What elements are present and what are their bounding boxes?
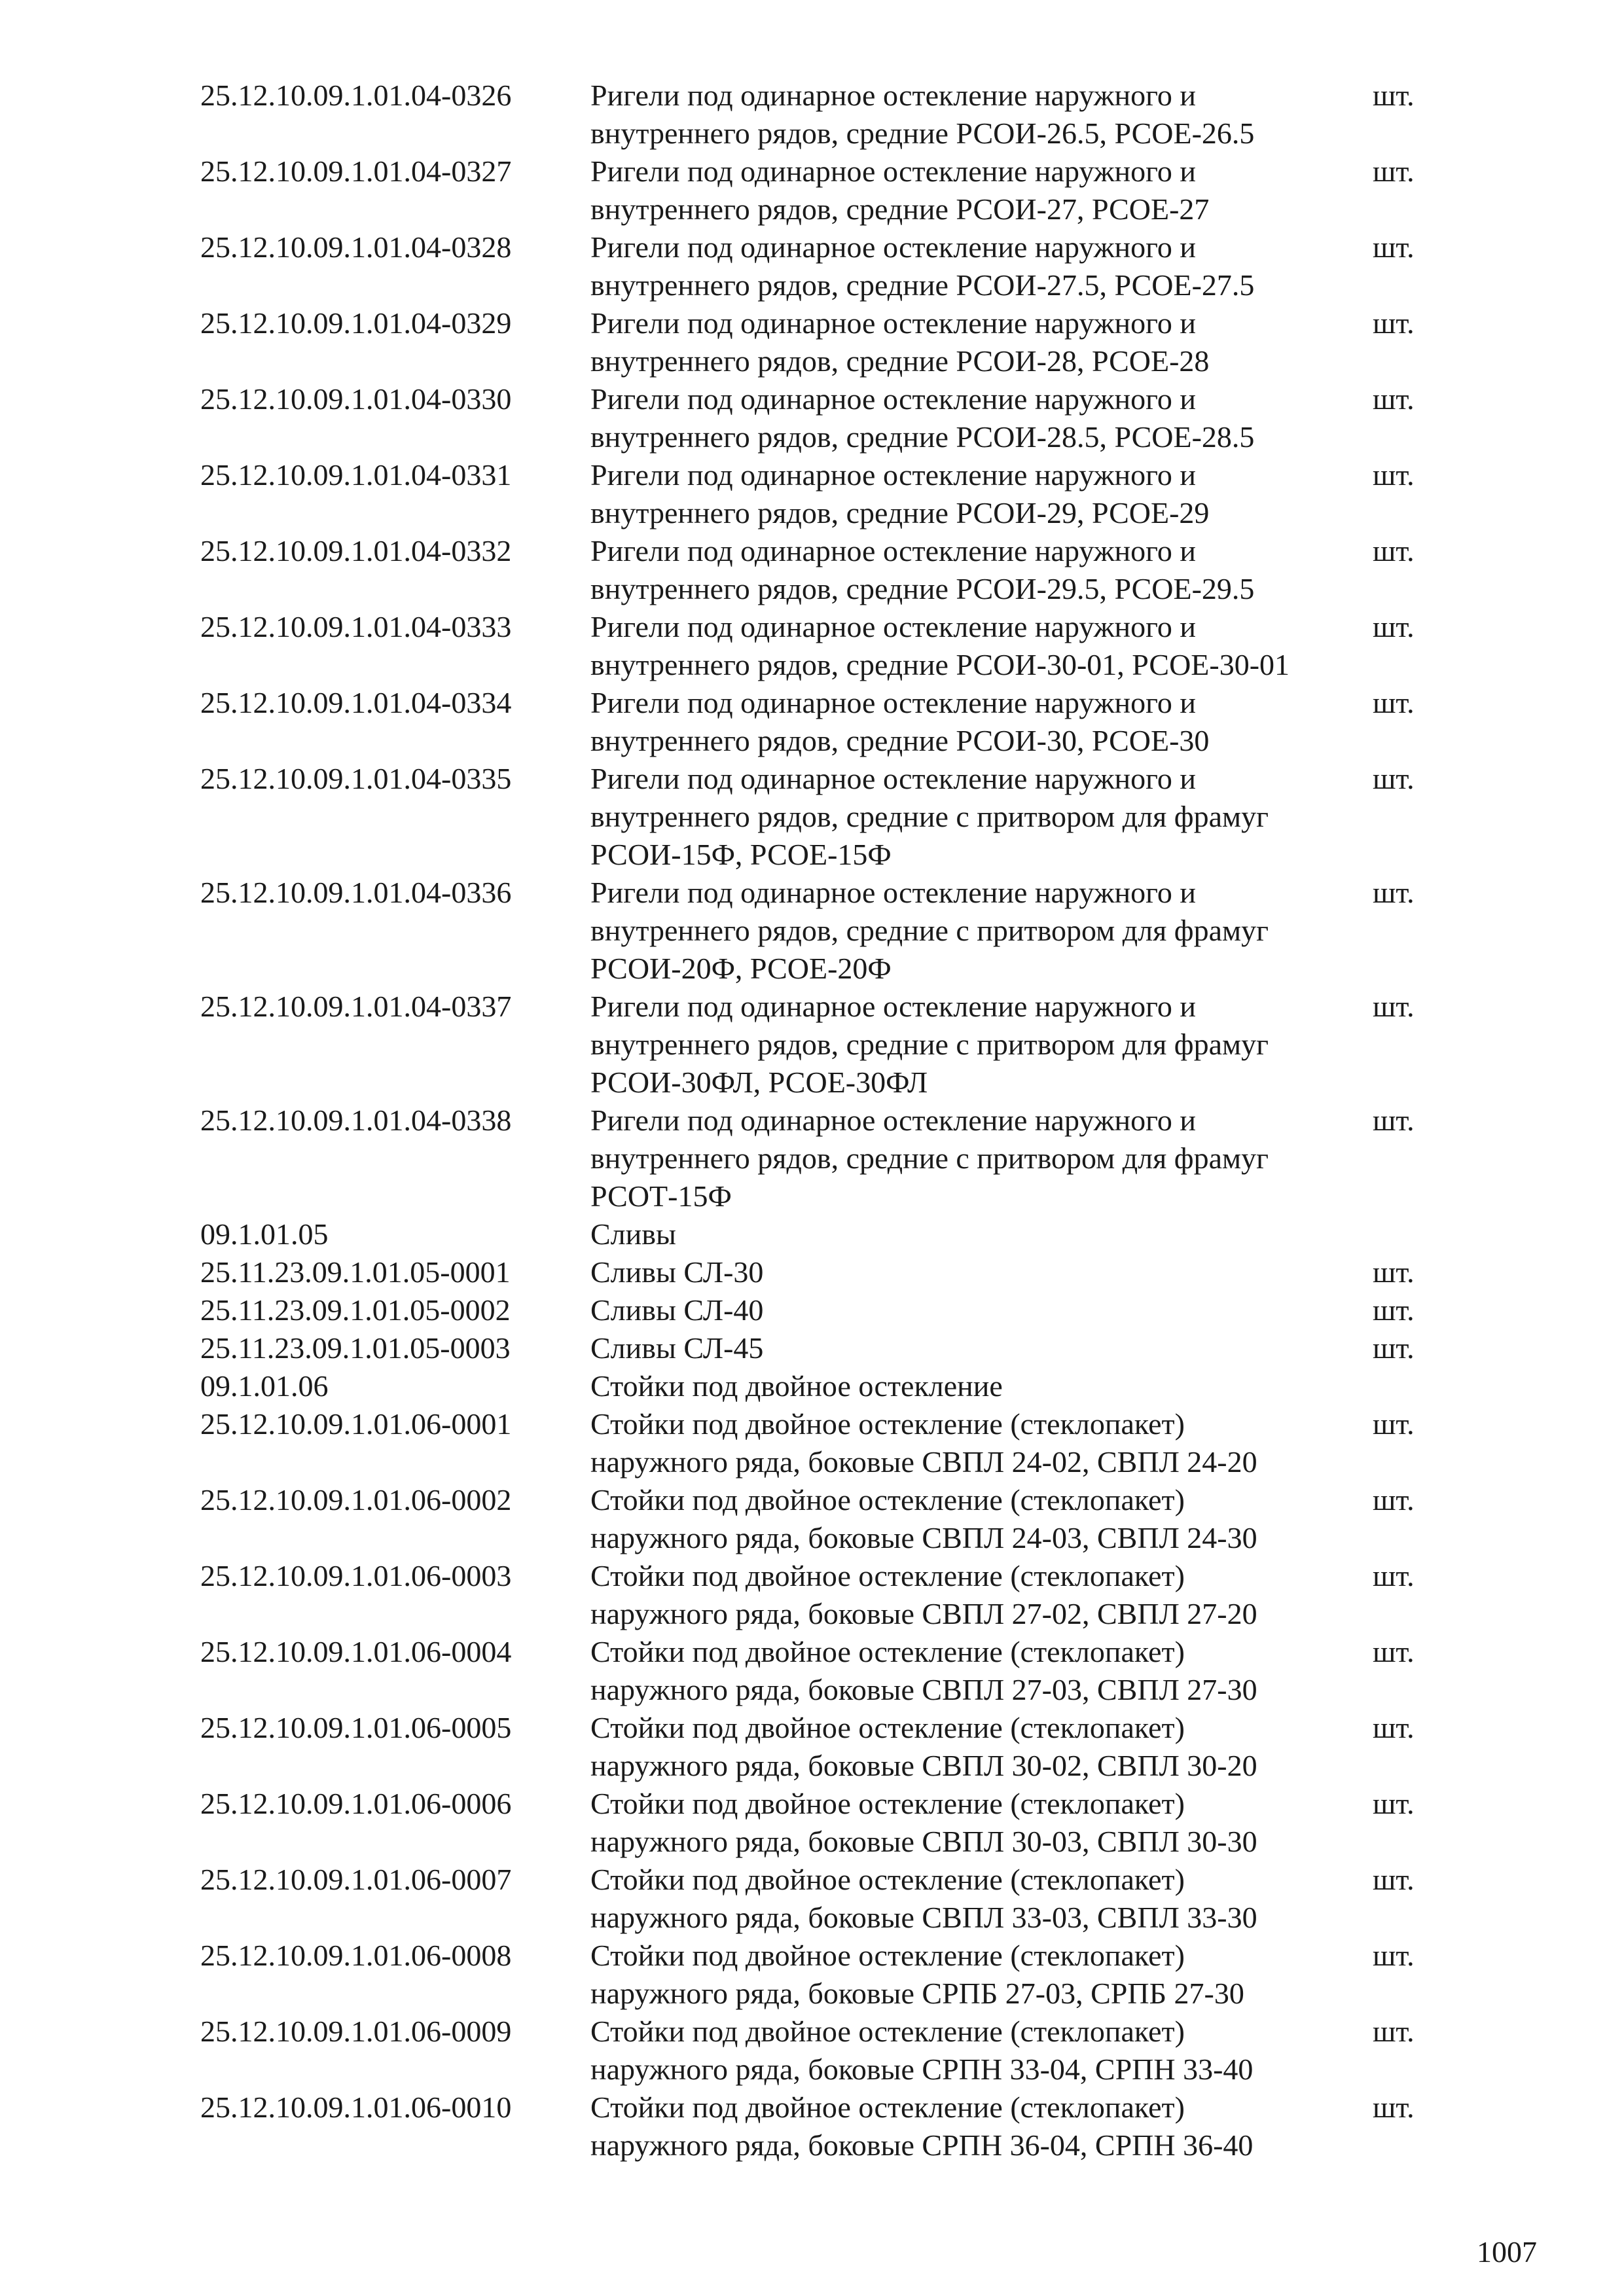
row-unit: шт. — [1373, 1787, 1415, 1820]
row-code: 25.12.10.09.1.01.04-0326 — [200, 79, 512, 112]
row-name: Сливы СЛ-45 — [590, 1331, 764, 1365]
row-name: Ригели под одинарное остекление наружного и внутреннего рядов, средние с притвором для фрамуг РСОИ-15Ф, РСОЕ-15Ф — [590, 762, 1269, 871]
row-name: Ригели под одинарное остекление наружного и внутреннего рядов, средние с притвором для фрамуг РСОИ-30ФЛ, РСОЕ-30ФЛ — [590, 990, 1269, 1099]
row-name: Ригели под одинарное остекление наружного и внутреннего рядов, средние РСОИ-30-01, РСОЕ-30-01 — [590, 610, 1290, 681]
page-number: 1007 — [1477, 2235, 1537, 2269]
table-row — [200, 1329, 1451, 1367]
row-name: Сливы СЛ-40 — [590, 1293, 764, 1327]
row-code: 25.12.10.09.1.01.04-0328 — [200, 230, 512, 264]
row-unit: шт. — [1373, 1483, 1415, 1516]
row-code: 25.12.10.09.1.01.06-0002 — [200, 1483, 512, 1516]
table-row — [200, 1102, 1451, 1215]
table-row — [200, 2089, 1451, 2164]
table-row — [200, 1291, 1451, 1329]
row-code: 25.12.10.09.1.01.04-0338 — [200, 1103, 512, 1137]
row-code: 25.12.10.09.1.01.06-0004 — [200, 1635, 512, 1668]
table-row — [200, 456, 1451, 532]
row-code: 25.12.10.09.1.01.06-0005 — [200, 1711, 512, 1744]
table-row — [200, 228, 1451, 304]
row-unit — [1373, 1215, 1451, 1253]
row-unit: шт. — [1373, 1711, 1415, 1744]
table-row — [200, 2013, 1451, 2089]
row-name: Ригели под одинарное остекление наружного и внутреннего рядов, средние РСОИ-29, РСОЕ-29 — [590, 458, 1210, 529]
row-code: 25.11.23.09.1.01.05-0002 — [200, 1293, 511, 1327]
table-row — [200, 1709, 1451, 1785]
row-name: Стойки под двойное остекление (стеклопакет) наружного ряда, боковые СВПЛ 33-03, СВПЛ 33-30 — [590, 1863, 1257, 1934]
row-name: Ригели под одинарное остекление наружного и внутреннего рядов, средние РСОИ-29.5, РСОЕ-29.5 — [590, 534, 1255, 605]
row-unit: шт. — [1373, 458, 1415, 492]
row-unit: шт. — [1373, 1331, 1415, 1365]
table-row — [200, 1481, 1451, 1557]
row-name: Стойки под двойное остекление (стеклопакет) наружного ряда, боковые СВПЛ 24-02, СВПЛ 24-20 — [590, 1407, 1257, 1479]
row-name: Стойки под двойное остекление (стеклопакет) наружного ряда, боковые СВПЛ 30-02, СВПЛ 30-20 — [590, 1711, 1257, 1782]
row-unit: шт. — [1373, 1103, 1415, 1137]
row-code: 25.12.10.09.1.01.04-0335 — [200, 762, 512, 795]
table-row — [200, 1861, 1451, 1937]
table-row — [200, 1937, 1451, 2013]
row-name: Ригели под одинарное остекление наружного и внутреннего рядов, средние с притвором для фрамуг РСОТ-15Ф — [590, 1103, 1269, 1213]
row-name: Стойки под двойное остекление — [590, 1369, 1003, 1403]
row-unit: шт. — [1373, 762, 1415, 795]
table-row — [200, 532, 1451, 608]
row-name: Ригели под одинарное остекление наружного и внутреннего рядов, средние РСОИ-28.5, РСОЕ-28.5 — [590, 382, 1255, 454]
row-unit: шт. — [1373, 154, 1415, 188]
row-code: 25.12.10.09.1.01.06-0007 — [200, 1863, 512, 1896]
row-unit: шт. — [1373, 306, 1415, 340]
row-code: 09.1.01.05 — [200, 1217, 329, 1251]
row-unit: шт. — [1373, 2090, 1415, 2124]
table-row — [200, 760, 1451, 874]
row-code: 25.12.10.09.1.01.06-0006 — [200, 1787, 512, 1820]
row-unit: шт. — [1373, 876, 1415, 909]
table-row — [200, 380, 1451, 456]
row-unit: шт. — [1373, 1407, 1415, 1441]
row-name: Стойки под двойное остекление (стеклопакет) наружного ряда, боковые СВПЛ 27-03, СВПЛ 27-30 — [590, 1635, 1257, 1706]
row-code: 25.12.10.09.1.01.04-0337 — [200, 990, 512, 1023]
row-name: Стойки под двойное остекление (стеклопакет) наружного ряда, боковые СВПЛ 30-03, СВПЛ 30-30 — [590, 1787, 1257, 1858]
row-name: Ригели под одинарное остекление наружного и внутреннего рядов, средние с притвором для фрамуг РСОИ-20Ф, РСОЕ-20Ф — [590, 876, 1269, 985]
row-name: Стойки под двойное остекление (стеклопакет) наружного ряда, боковые СРПБ 27-03, СРПБ 27-30 — [590, 1939, 1244, 2010]
table-row — [200, 1215, 1451, 1253]
row-code: 25.12.10.09.1.01.06-0010 — [200, 2090, 512, 2124]
table-row — [200, 988, 1451, 1102]
row-code: 25.12.10.09.1.01.04-0327 — [200, 154, 512, 188]
row-unit: шт. — [1373, 1635, 1415, 1668]
row-code: 25.12.10.09.1.01.06-0009 — [200, 2015, 512, 2048]
table-row — [200, 1785, 1451, 1861]
row-unit: шт. — [1373, 1863, 1415, 1896]
row-name: Сливы — [590, 1217, 676, 1251]
row-name: Стойки под двойное остекление (стеклопакет) наружного ряда, боковые СРПН 36-04, СРПН 36-40 — [590, 2090, 1254, 2162]
table-row — [200, 874, 1451, 988]
row-unit: шт. — [1373, 79, 1415, 112]
table-row — [200, 1557, 1451, 1633]
row-unit: шт. — [1373, 1559, 1415, 1592]
row-unit: шт. — [1373, 1939, 1415, 1972]
table-row — [200, 1367, 1451, 1405]
row-code: 25.12.10.09.1.01.04-0330 — [200, 382, 512, 416]
row-name: Ригели под одинарное остекление наружного и внутреннего рядов, средние РСОИ-30, РСОЕ-30 — [590, 686, 1210, 757]
table-row — [200, 304, 1451, 380]
row-unit: шт. — [1373, 2015, 1415, 2048]
row-name: Стойки под двойное остекление (стеклопакет) наружного ряда, боковые СВПЛ 27-02, СВПЛ 27-20 — [590, 1559, 1257, 1630]
row-unit: шт. — [1373, 382, 1415, 416]
row-code: 25.11.23.09.1.01.05-0001 — [200, 1255, 511, 1289]
row-unit — [1373, 1367, 1451, 1405]
row-unit: шт. — [1373, 230, 1415, 264]
table-row — [200, 1633, 1451, 1709]
row-code: 25.12.10.09.1.01.06-0008 — [200, 1939, 512, 1972]
row-code: 09.1.01.06 — [200, 1369, 329, 1403]
row-name: Ригели под одинарное остекление наружного и внутреннего рядов, средние РСОИ-26.5, РСОЕ-26.5 — [590, 79, 1255, 150]
row-name: Ригели под одинарное остекление наружного и внутреннего рядов, средние РСОИ-27, РСОЕ-27 — [590, 154, 1210, 226]
row-code: 25.12.10.09.1.01.06-0001 — [200, 1407, 512, 1441]
row-code: 25.12.10.09.1.01.06-0003 — [200, 1559, 512, 1592]
row-code: 25.12.10.09.1.01.04-0336 — [200, 876, 512, 909]
row-unit: шт. — [1373, 686, 1415, 719]
row-code: 25.12.10.09.1.01.04-0331 — [200, 458, 512, 492]
row-unit: шт. — [1373, 610, 1415, 643]
row-code: 25.11.23.09.1.01.05-0003 — [200, 1331, 511, 1365]
table-row — [200, 684, 1451, 760]
catalog-table — [200, 77, 1451, 2164]
table-row — [200, 77, 1451, 152]
row-name: Ригели под одинарное остекление наружного и внутреннего рядов, средние РСОИ-27.5, РСОЕ-27.5 — [590, 230, 1255, 302]
row-name: Сливы СЛ-30 — [590, 1255, 764, 1289]
row-code: 25.12.10.09.1.01.04-0333 — [200, 610, 512, 643]
row-unit: шт. — [1373, 1293, 1415, 1327]
row-name: Ригели под одинарное остекление наружного и внутреннего рядов, средние РСОИ-28, РСОЕ-28 — [590, 306, 1210, 378]
row-code: 25.12.10.09.1.01.04-0334 — [200, 686, 512, 719]
row-code: 25.12.10.09.1.01.04-0332 — [200, 534, 512, 567]
row-unit: шт. — [1373, 534, 1415, 567]
row-name: Стойки под двойное остекление (стеклопакет) наружного ряда, боковые СРПН 33-04, СРПН 33-40 — [590, 2015, 1254, 2086]
table-row — [200, 608, 1451, 684]
row-unit: шт. — [1373, 990, 1415, 1023]
table-row — [200, 152, 1451, 228]
row-name: Стойки под двойное остекление (стеклопакет) наружного ряда, боковые СВПЛ 24-03, СВПЛ 24-30 — [590, 1483, 1257, 1554]
row-unit: шт. — [1373, 1255, 1415, 1289]
table-row — [200, 1253, 1451, 1291]
table-row — [200, 1405, 1451, 1481]
row-code: 25.12.10.09.1.01.04-0329 — [200, 306, 512, 340]
